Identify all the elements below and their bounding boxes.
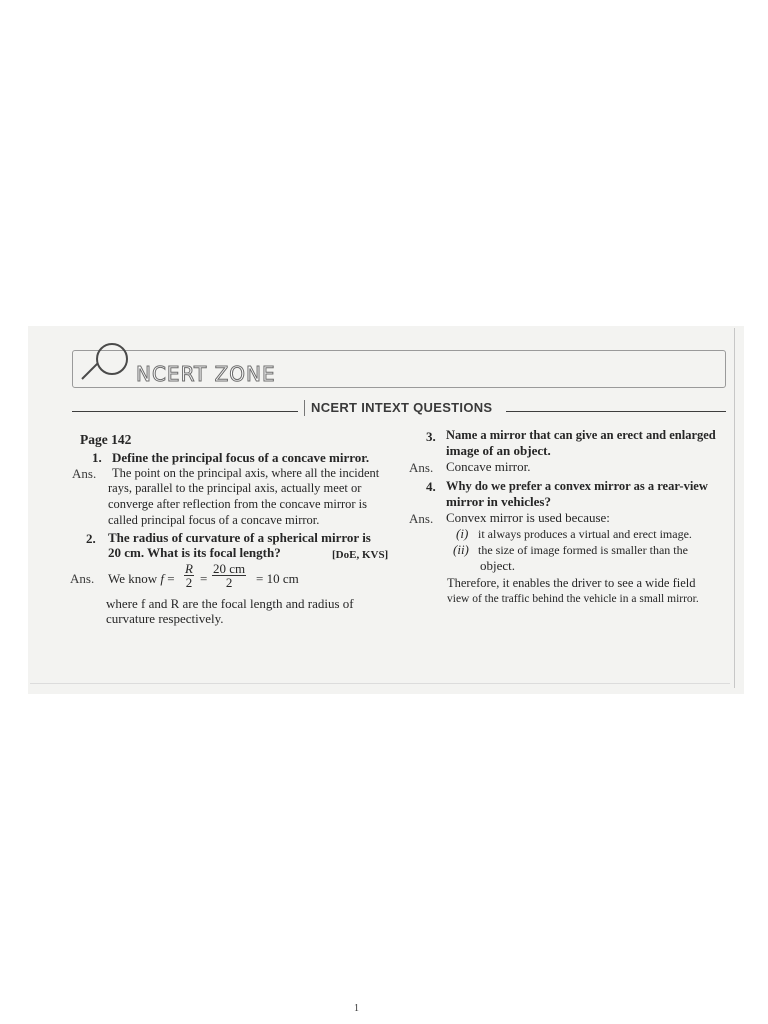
magnifier-icon xyxy=(96,343,128,375)
q3-ans-label: Ans. xyxy=(409,460,434,475)
q1-answer-line: converge after reflection from the concave mirror is xyxy=(108,497,368,511)
point-marker xyxy=(456,526,468,542)
q2-source: [DoE, KVS] xyxy=(332,549,389,561)
q1-question: Define the principal focus of a concave mirror. xyxy=(112,450,370,465)
conclusion-line: view of the traffic behind the vehicle in a small mirror. xyxy=(447,593,699,605)
q3-question-line: image of an object. xyxy=(446,443,551,458)
formula-variable-f: f xyxy=(160,571,165,586)
point-marker-text: (i) xyxy=(456,526,469,541)
fraction-20cm-over-2 xyxy=(212,562,246,589)
conclusion-line: Therefore, it enables the driver to see a wide field xyxy=(447,576,696,590)
page-edge-divider xyxy=(734,328,735,688)
fraction-numerator: 20 cm xyxy=(213,561,246,576)
q1-ans-label: Ans. xyxy=(72,466,97,481)
q1-answer-line: The point on the principal axis, where all the incident xyxy=(112,466,380,480)
fraction-numerator: R xyxy=(185,561,193,576)
q2-question-line: 20 cm. What is its focal length? xyxy=(108,545,281,560)
point-text: it always produces a virtual and erect image. xyxy=(478,527,692,541)
q1-answer-line: called principal focus of a concave mirror. xyxy=(108,513,320,527)
q4-question-line: mirror in vehicles? xyxy=(446,494,551,509)
q3-question-line: Name a mirror that can give an erect and enlarged xyxy=(446,428,716,442)
q2-number: 2. xyxy=(86,531,96,546)
q4-number: 4. xyxy=(426,479,436,494)
fraction-denominator: 2 xyxy=(185,575,193,590)
formula-result: = 10 cm xyxy=(256,571,299,586)
fraction-r-over-2 xyxy=(184,562,194,589)
formula-equals: = xyxy=(164,571,175,586)
q3-answer: Concave mirror. xyxy=(446,459,531,474)
heading-rule-right xyxy=(506,411,726,412)
point-marker xyxy=(453,542,469,558)
formula-prefix xyxy=(108,571,175,587)
point-marker-text: (ii) xyxy=(453,542,469,557)
q4-ans-label: Ans. xyxy=(409,511,434,526)
formula-equals: = xyxy=(200,571,208,586)
zone-title: NCERT ZONE xyxy=(136,362,276,386)
page-label: Page 142 xyxy=(80,432,132,447)
q2-explanation-line: curvature respectively. xyxy=(106,611,224,626)
q2-question-line: The radius of curvature of a spherical mirror is xyxy=(108,530,371,545)
point-continuation: object. xyxy=(480,558,516,573)
section-title: NCERT INTEXT QUESTIONS xyxy=(304,400,498,416)
formula-prefix-text: We know xyxy=(108,571,161,586)
point-text: the size of image formed is smaller than the xyxy=(478,543,688,557)
scan-shadow-line xyxy=(30,683,730,684)
q4-question-line: Why do we prefer a convex mirror as a rear-view xyxy=(446,479,708,493)
fraction-denominator: 2 xyxy=(225,575,233,590)
page-number: 1 xyxy=(354,1003,359,1014)
heading-rule-left xyxy=(72,411,298,412)
q2-ans-label: Ans. xyxy=(70,571,95,586)
q2-explanation-line: where f and R are the focal length and radius of xyxy=(106,596,354,611)
q1-answer-line: rays, parallel to the principal axis, actually meet or xyxy=(108,481,362,495)
q1-number: 1. xyxy=(92,450,102,465)
q3-number: 3. xyxy=(426,429,436,444)
q4-answer-intro: Convex mirror is used because: xyxy=(446,510,610,525)
